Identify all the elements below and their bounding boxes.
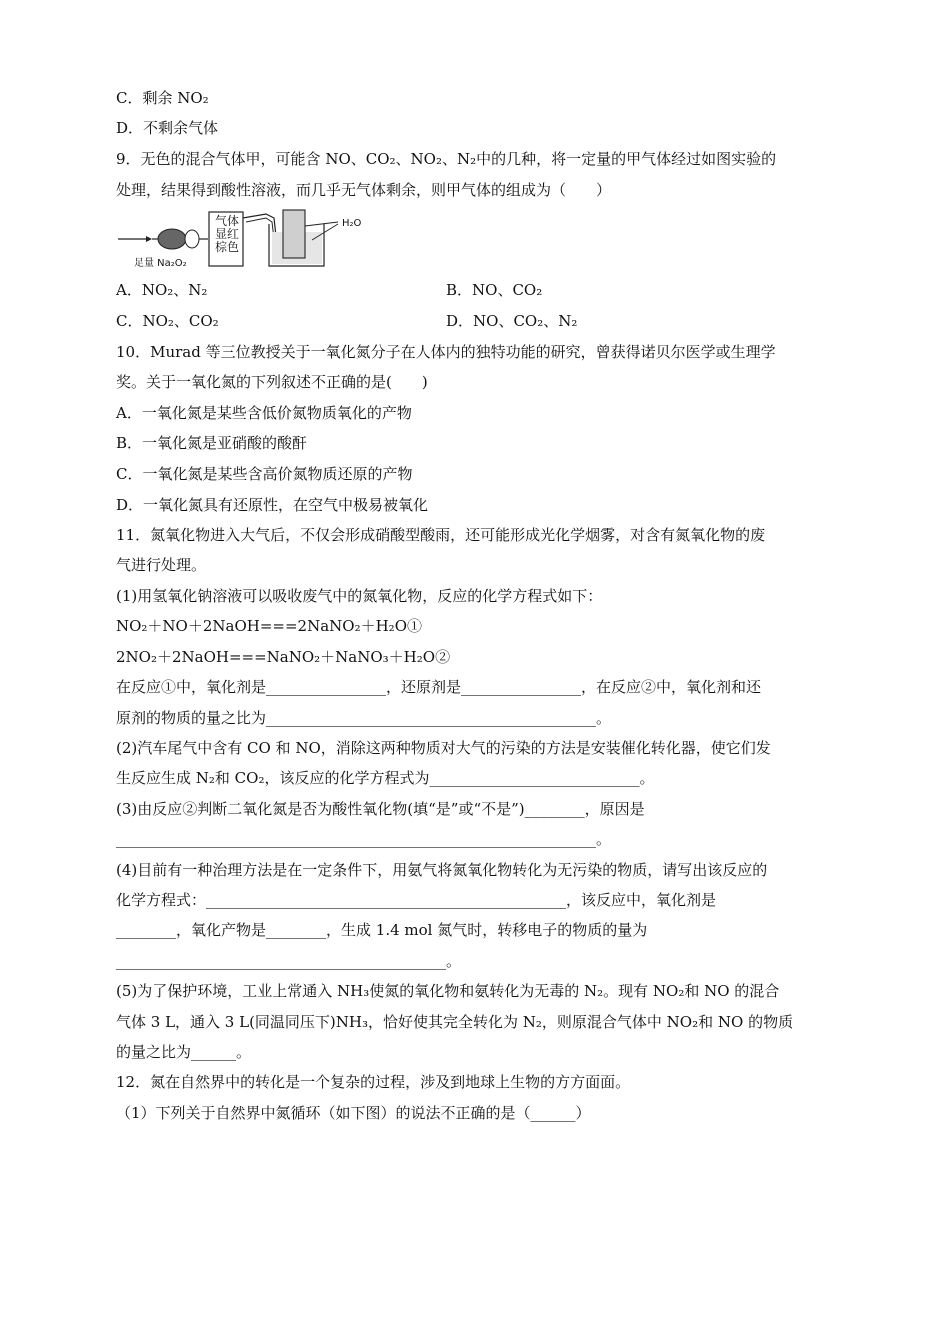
q9-option-d: D．NO、CO₂、N₂: [446, 312, 578, 330]
q11-part2-line1: (2)汽车尾气中含有 CO 和 NO，消除这两种物质对大气的污染的方法是安装催化转化器，使它们发: [116, 739, 771, 757]
q11-part4-line1: (4)目前有一种治理方法是在一定条件下，用氨气将氮氧化物转化为无污染的物质，请写出该反应的: [116, 861, 768, 879]
reagent-label: 足量 Na₂O₂: [134, 258, 187, 269]
q11-part5-line2: 气体 3 L，通入 3 L(同温同压下)NH₃，恰好使其完全转化为 N₂，则原混合气体中 NO₂和 NO 的物质: [116, 1013, 794, 1031]
q10-option-b: B．一氧化氮是亚硝酸的酸酐: [116, 434, 308, 452]
box-label: 气体显红棕色: [214, 214, 239, 254]
q10-stem-line1: 10．Murad 等三位教授关于一氧化氮分子在人体内的独特功能的研究，曾获得诺贝尔医学或生理学: [116, 343, 776, 361]
q8-option-c: C．剩余 NO₂: [116, 89, 209, 107]
q11-part3-line1: (3)由反应②判断二氧化氮是否为酸性氧化物(填“是”或“不是”)________，原因是: [116, 800, 645, 818]
q11-part5-line1: (5)为了保护环境，工业上常通入 NH₃使氮的氧化物和氨转化为无毒的 N₂。现有 NO₂和 NO 的混合: [116, 982, 780, 1000]
q9-option-b: B．NO、CO₂: [446, 281, 543, 299]
q9-stem-line2: 处理，结果得到酸性溶液，而几乎无气体剩余，则甲气体的组成为（ ）: [116, 181, 612, 199]
apparatus-figure: [116, 206, 376, 272]
q11-part2-line2: 生反应生成 N₂和 CO₂，该反应的化学方程式为____________________________。: [116, 769, 655, 787]
q8-option-d: D．不剩余气体: [116, 119, 219, 137]
q11-part3-line2: ________________________________________________________________。: [116, 830, 612, 848]
q9-option-a: A．NO₂、N₂: [116, 281, 208, 299]
q12-part1: （1）下列关于自然界中氮循环（如下图）的说法不正确的是（______）: [116, 1104, 591, 1122]
q11-part1-question-line1: 在反应①中，氧化剂是________________，还原剂是________________，在反应②中，氧化剂和还: [116, 678, 762, 696]
q11-part1-question-line2: 原剂的物质的量之比为____________________________________________。: [116, 709, 612, 727]
q11-stem-line1: 11．氮氧化物进入大气后，不仅会形成硝酸型酸雨，还可能形成光化学烟雾，对含有氮氧化物的废: [116, 526, 766, 544]
q11-stem-line2: 气进行处理。: [116, 556, 207, 574]
water-label: H₂O: [342, 218, 362, 229]
q10-option-a: A．一氧化氮是某些含低价氮物质氧化的产物: [116, 404, 412, 422]
q11-equation2: 2NO₂＋2NaOH===NaNO₂＋NaNO₃＋H₂O②: [116, 648, 451, 666]
q11-part4-line3: ________，氧化产物是________，生成 1.4 mol 氮气时，转移电子的物质的量为: [116, 921, 648, 939]
q11-part5-line3: 的量之比为______。: [116, 1043, 252, 1061]
q11-part1-intro: (1)用氢氧化钠溶液可以吸收废气中的氮氧化物，反应的化学方程式如下：: [116, 587, 603, 605]
q10-option-c: C．一氧化氮是某些含高价氮物质还原的产物: [116, 465, 413, 483]
q11-part4-line2: 化学方程式：________________________________________________，该反应中，氧化剂是: [116, 891, 717, 909]
q9-option-c: C．NO₂、CO₂: [116, 312, 219, 330]
q12-stem: 12．氮在自然界中的转化是一个复杂的过程，涉及到地球上生物的方方面面。: [116, 1073, 631, 1091]
q9-stem-line1: 9．无色的混合气体甲，可能含 NO、CO₂、NO₂、N₂中的几种，将一定量的甲气体经过如图实验的: [116, 150, 777, 168]
q10-option-d: D．一氧化氮具有还原性，在空气中极易被氧化: [116, 496, 429, 514]
q11-equation1: NO₂＋NO＋2NaOH===2NaNO₂＋H₂O①: [116, 617, 422, 635]
q10-stem-line2: 奖。关于一氧化氮的下列叙述不正确的是( ): [116, 373, 428, 391]
q11-part4-line4: ____________________________________________。: [116, 952, 462, 970]
